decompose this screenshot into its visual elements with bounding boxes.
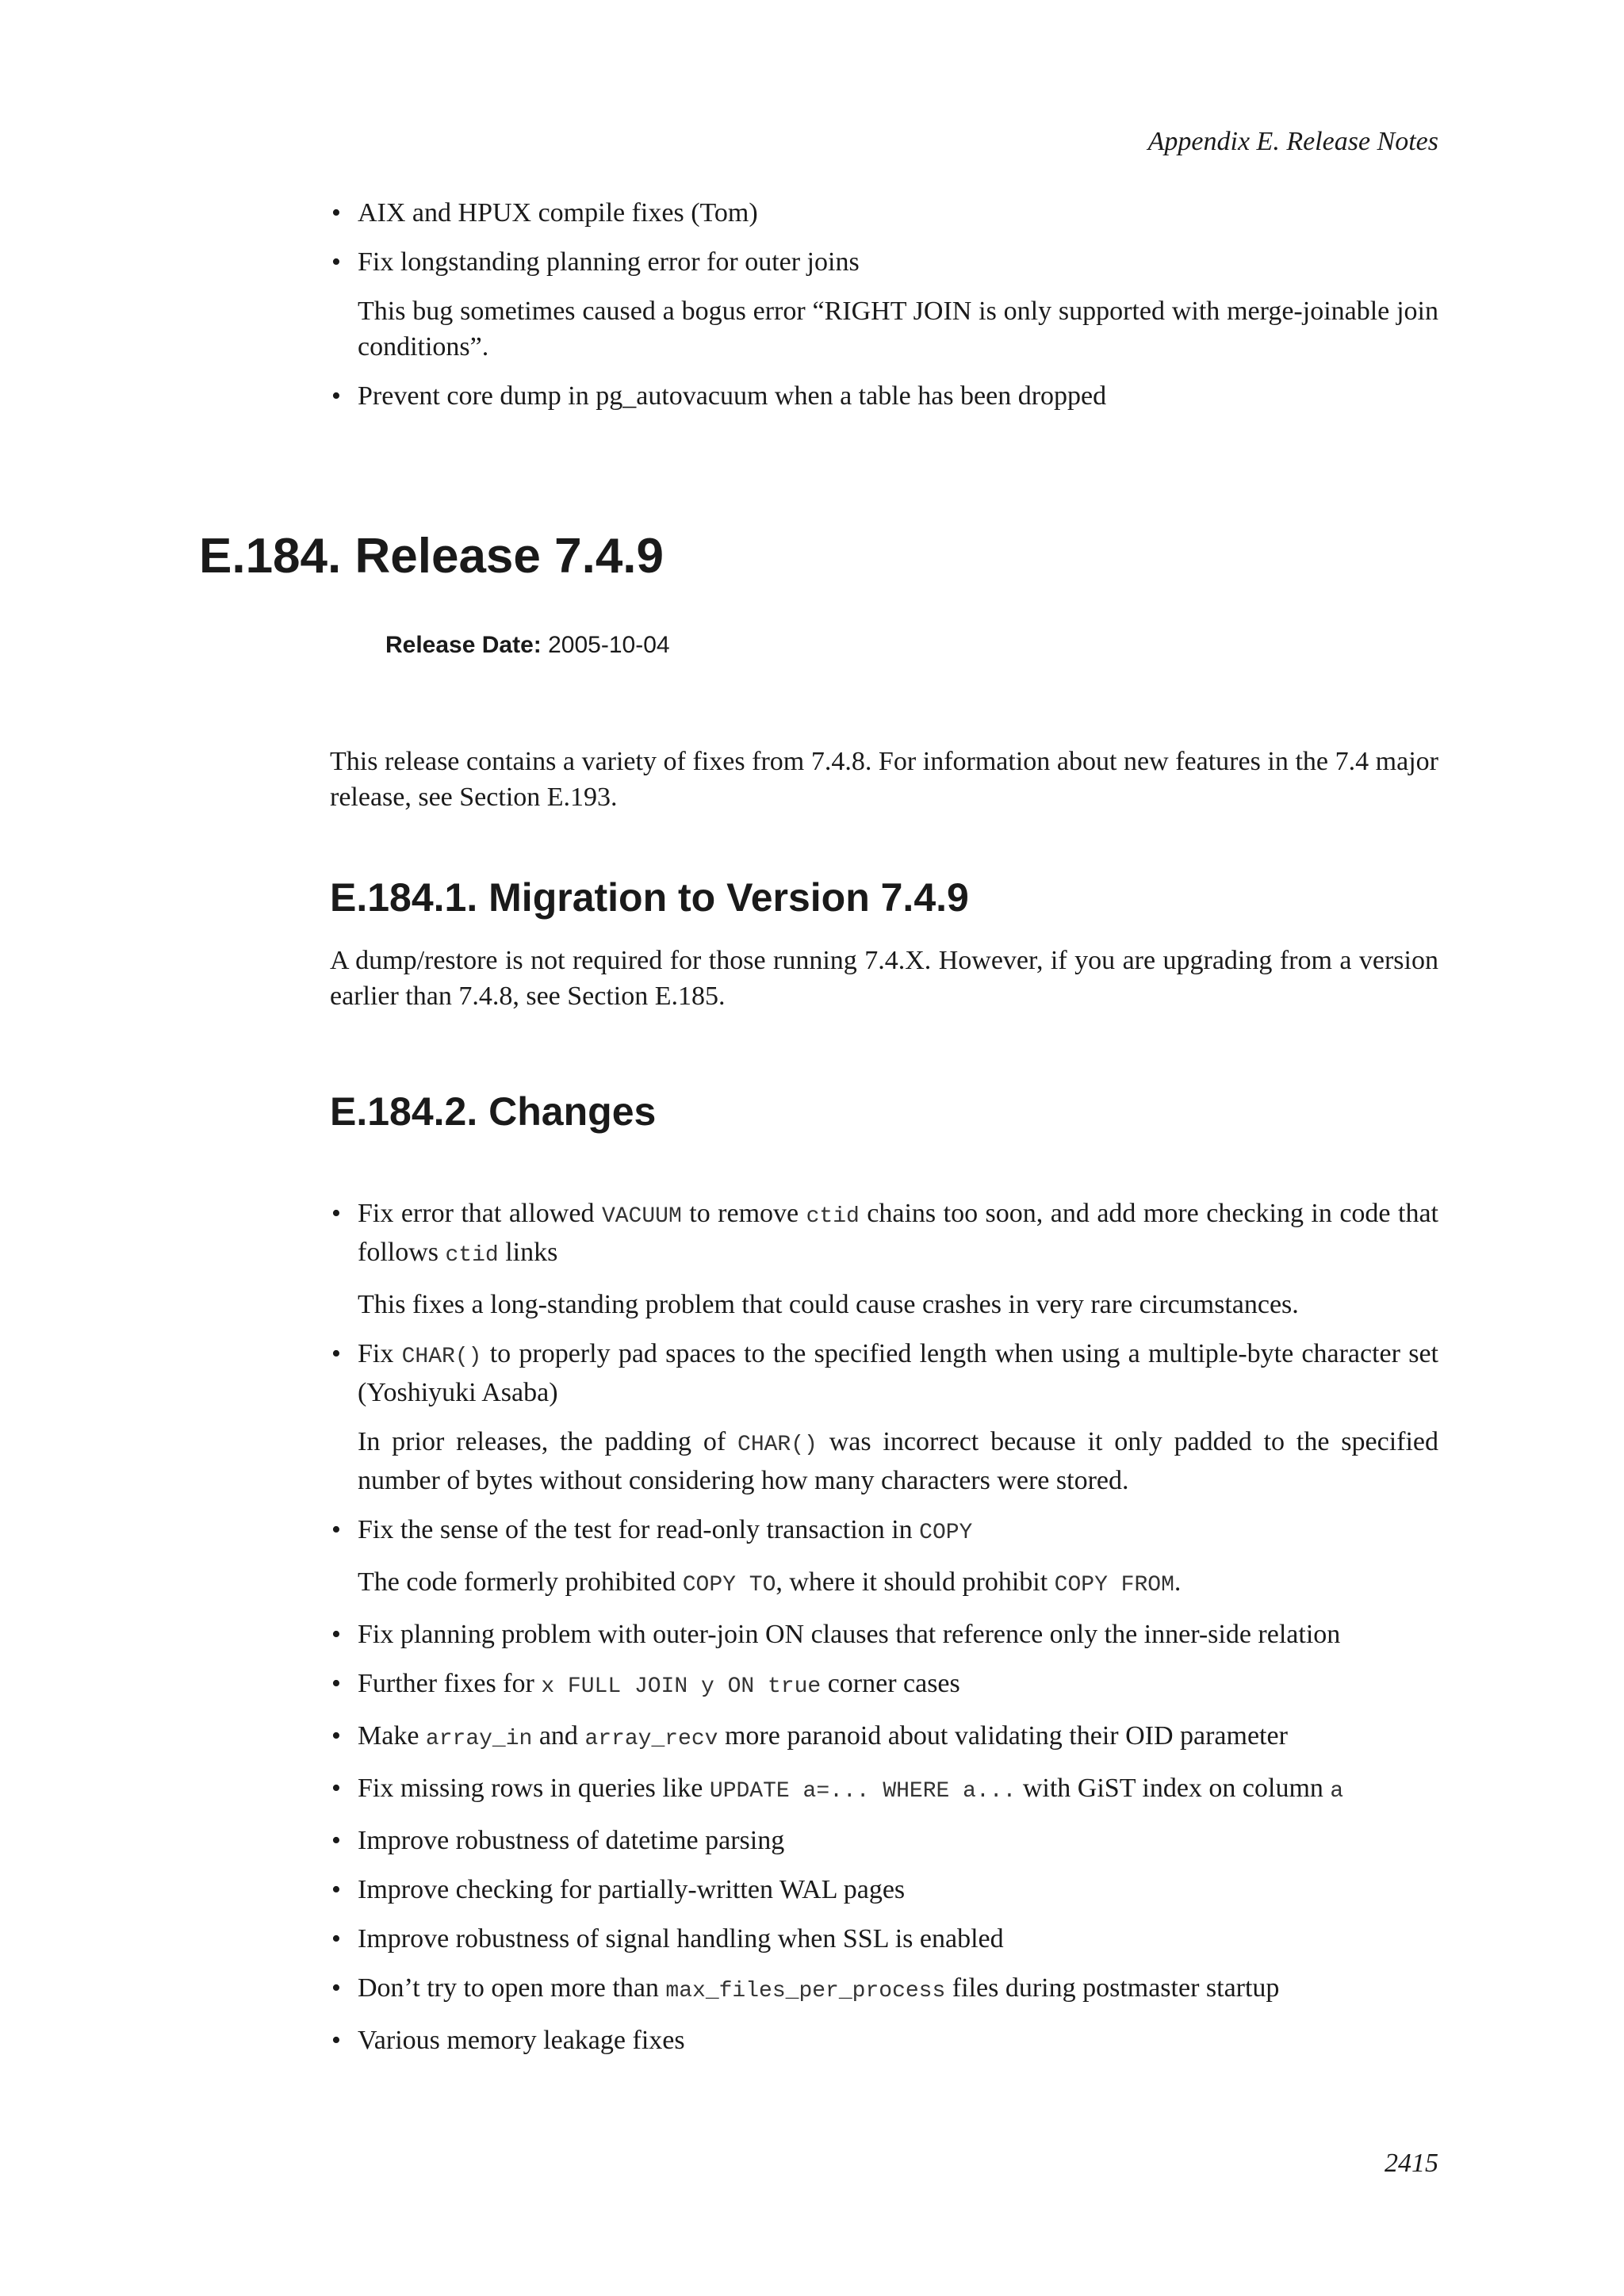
code-literal: COPY FROM (1054, 1573, 1174, 1598)
change-item-text: Fix the sense of the test for read-only transaction in COPY (358, 1515, 973, 1545)
code-literal: ctid (806, 1204, 860, 1229)
changes-list (330, 1196, 1438, 2072)
change-item-text: Fix planning problem with outer-join ON clauses that reference only the inner-side relation (358, 1620, 1341, 1649)
change-item (330, 1718, 1438, 1757)
change-item-text: Fix error that allowed VACUUM to remove ctid chains too soon, and add more checking in code that follows ctid links (358, 1199, 1438, 1268)
code-literal: array_in (425, 1727, 533, 1751)
change-item-text: Improve robustness of signal handling when SSL is enabled (358, 1924, 1004, 1954)
bullet-icon: • (331, 1199, 341, 1228)
list-item-text: Fix longstanding planning error for outer joins (358, 247, 860, 277)
bullet-icon: • (331, 1774, 341, 1803)
code-literal: max_files_per_process (665, 1979, 946, 2003)
running-header: Appendix E. Release Notes (1147, 127, 1438, 156)
change-item-note: In prior releases, the padding of CHAR() was incorrect because it only padded to the specified number of bytes without considering how many characters were stored. (358, 1427, 1438, 1495)
bullet-icon: • (331, 1924, 341, 1954)
bullet-icon: • (331, 1973, 341, 2003)
change-item-text: Improve checking for partially-written WAL pages (358, 1875, 906, 1904)
change-item (330, 1970, 1438, 2009)
list-item-text: AIX and HPUX compile fixes (Tom) (358, 198, 758, 228)
change-item (330, 2022, 1438, 2058)
change-item (330, 1823, 1438, 1858)
change-item-text: Don’t try to open more than max_files_per_process files during postmaster startup (358, 1973, 1280, 2003)
bullet-icon: • (331, 1826, 341, 1855)
release-date-value: 2005-10-04 (548, 632, 670, 658)
change-item-text: Make array_in and array_recv more paranoid about validating their OID parameter (358, 1721, 1288, 1751)
bullet-icon: • (331, 1669, 341, 1698)
change-item-text: Fix CHAR() to properly pad spaces to the specified length when using a multiple-byte character set (Yoshiyuki Asaba) (358, 1339, 1438, 1407)
list-item (330, 195, 1438, 231)
change-item (330, 1617, 1438, 1652)
list-item (330, 244, 1438, 365)
release-date (385, 632, 670, 659)
code-literal: UPDATE a=... WHERE a... (709, 1779, 1017, 1804)
change-item (330, 1336, 1438, 1498)
bullet-icon: • (331, 1721, 341, 1751)
top-bullet-list (330, 195, 1438, 427)
list-item (330, 378, 1438, 414)
changes-heading: E.184.2. Changes (330, 1089, 657, 1134)
code-literal: VACUUM (601, 1204, 682, 1229)
change-item (330, 1872, 1438, 1908)
bullet-icon: • (331, 1875, 341, 1904)
code-literal: ctid (445, 1243, 499, 1268)
section-title: E.184. Release 7.4.9 (199, 529, 665, 584)
bullet-icon: • (331, 2026, 341, 2055)
code-literal: COPY (919, 1521, 973, 1545)
change-item (330, 1512, 1438, 1603)
list-item-text: Prevent core dump in pg_autovacuum when a table has been dropped (358, 381, 1107, 411)
change-item-text: Fix missing rows in queries like UPDATE a=... WHERE a... with GiST index on column a (358, 1774, 1344, 1804)
section-intro: This release contains a variety of fixes from 7.4.8. For information about new features in the 7.4 major release, see Section E.193. (330, 747, 1438, 812)
change-item-text: Improve robustness of datetime parsing (358, 1826, 785, 1855)
migration-heading: E.184.1. Migration to Version 7.4.9 (330, 875, 969, 920)
code-literal: COPY TO (682, 1573, 776, 1598)
bullet-icon: • (331, 198, 341, 228)
change-item-note: This fixes a long-standing problem that could cause crashes in very rare circumstances. (358, 1290, 1299, 1319)
migration-text: A dump/restore is not required for those running 7.4.X. However, if you are upgrading from a version earlier than 7.4.8, see Section E.185. (330, 946, 1438, 1011)
code-literal: CHAR() (401, 1345, 482, 1369)
code-literal: x FULL JOIN y ON true (541, 1674, 822, 1699)
change-item-text: Further fixes for x FULL JOIN y ON true corner cases (358, 1669, 960, 1699)
change-item (330, 1666, 1438, 1705)
bullet-icon: • (331, 1515, 341, 1544)
top-list (330, 195, 1438, 414)
bullet-icon: • (331, 247, 341, 277)
change-item-note: The code formerly prohibited COPY TO, where it should prohibit COPY FROM. (358, 1567, 1182, 1598)
code-literal: CHAR() (737, 1433, 818, 1457)
change-item (330, 1921, 1438, 1957)
bullet-icon: • (331, 1339, 341, 1368)
change-item-text: Various memory leakage fixes (358, 2026, 685, 2055)
code-literal: a (1330, 1779, 1344, 1804)
bullet-icon: • (331, 1620, 341, 1649)
list-item-note: This bug sometimes caused a bogus error “RIGHT JOIN is only supported with merge-joinable join conditions”. (358, 297, 1438, 362)
code-literal: array_recv (584, 1727, 718, 1751)
change-item (330, 1770, 1438, 1809)
release-date-label: Release Date: (385, 632, 542, 658)
page-number: 2415 (1385, 2149, 1438, 2178)
bullet-icon: • (331, 381, 341, 411)
changes-items (330, 1196, 1438, 2058)
change-item (330, 1196, 1438, 1322)
